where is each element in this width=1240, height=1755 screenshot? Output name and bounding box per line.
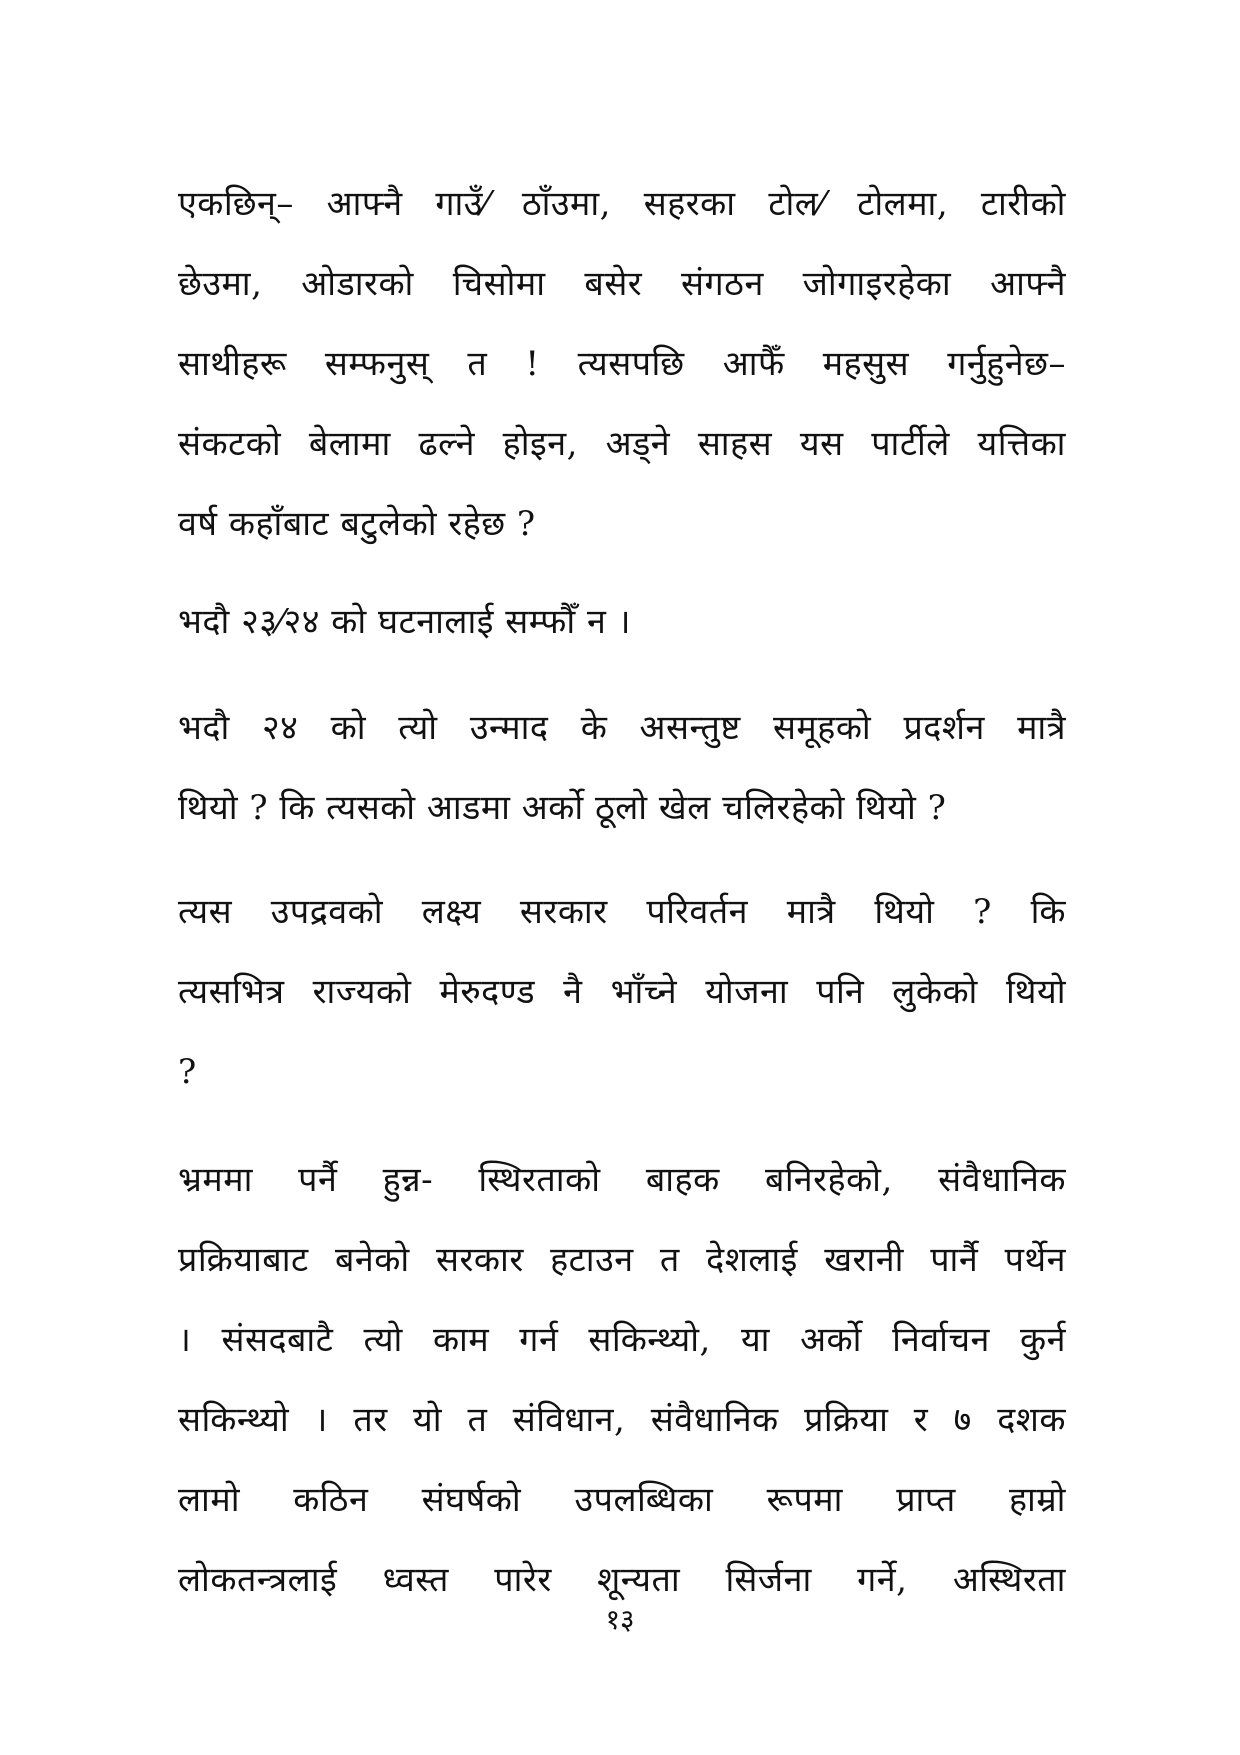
paragraph-line: सकिन्थ्यो । तर यो त संविधान, संवैधानिक प्रक्रिया र ७ दशक bbox=[178, 1400, 1066, 1440]
paragraph-line: छेउमा, ओडारको चिसोमा बसेर संगठन जोगाइरहेका आफ्नै bbox=[178, 264, 1066, 304]
paragraph-line: । संसदबाटै त्यो काम गर्न सकिन्थ्यो, या अर्को निर्वाचन कुर्न bbox=[178, 1320, 1066, 1360]
paragraph-line: त्यसभित्र राज्यको मेरुदण्ड नै भाँच्ने योजना पनि लुकेको थियो bbox=[178, 972, 1066, 1012]
paragraph-3 bbox=[178, 688, 1066, 848]
paragraph-line: त्यस उपद्रवको लक्ष्य सरकार परिवर्तन मात्रै थियो ? कि bbox=[178, 892, 1066, 932]
paragraph-2 bbox=[178, 582, 1066, 662]
paragraph-line: भ्रममा पर्नै हुन्न- स्थिरताको बाहक बनिरहेको, संवैधानिक bbox=[178, 1160, 1066, 1200]
paragraph-line: संकटको बेलामा ढल्ने होइन, अड्ने साहस यस पार्टीले यत्तिका bbox=[178, 424, 1066, 464]
paragraph-line: भदौ २४ को त्यो उन्माद के असन्तुष्ट समूहको प्रदर्शन मात्रै bbox=[178, 708, 1066, 748]
paragraph-line: साथीहरू सम्फनुस् त ! त्यसपछि आफैँ महसुस गर्नुहुनेछ– bbox=[178, 344, 1066, 384]
paragraph-1 bbox=[178, 164, 1066, 564]
paragraph-line: लोकतन्त्रलाई ध्वस्त पारेर शून्यता सिर्जना गर्ने, अस्थिरता bbox=[178, 1560, 1066, 1600]
paragraph-line: प्रक्रियाबाट बनेको सरकार हटाउन त देशलाई खरानी पार्नै पर्थेन bbox=[178, 1240, 1066, 1280]
paragraph-4 bbox=[178, 872, 1066, 1112]
paragraph-line: थियो ? कि त्यसको आडमा अर्को ठूलो खेल चलिरहेको थियो ? bbox=[178, 788, 947, 828]
paragraph-line: वर्ष कहाँबाट बटुलेको रहेछ ? bbox=[178, 504, 536, 544]
paragraph-line: एकछिन्– आफ्नै गाउँ⁄ ठाँउमा, सहरका टोल⁄ टोलमा, टारीको bbox=[178, 184, 1066, 224]
page-number: १३ bbox=[605, 1603, 635, 1636]
paragraph-line: लामो कठिन संघर्षको उपलब्धिका रूपमा प्राप्त हाम्रो bbox=[178, 1480, 1066, 1520]
paragraph-5 bbox=[178, 1140, 1066, 1620]
paragraph-line: ? bbox=[178, 1052, 197, 1092]
paragraph-line: भदौ २३⁄२४ को घटनालाई सम्फौँ न । bbox=[178, 602, 632, 642]
